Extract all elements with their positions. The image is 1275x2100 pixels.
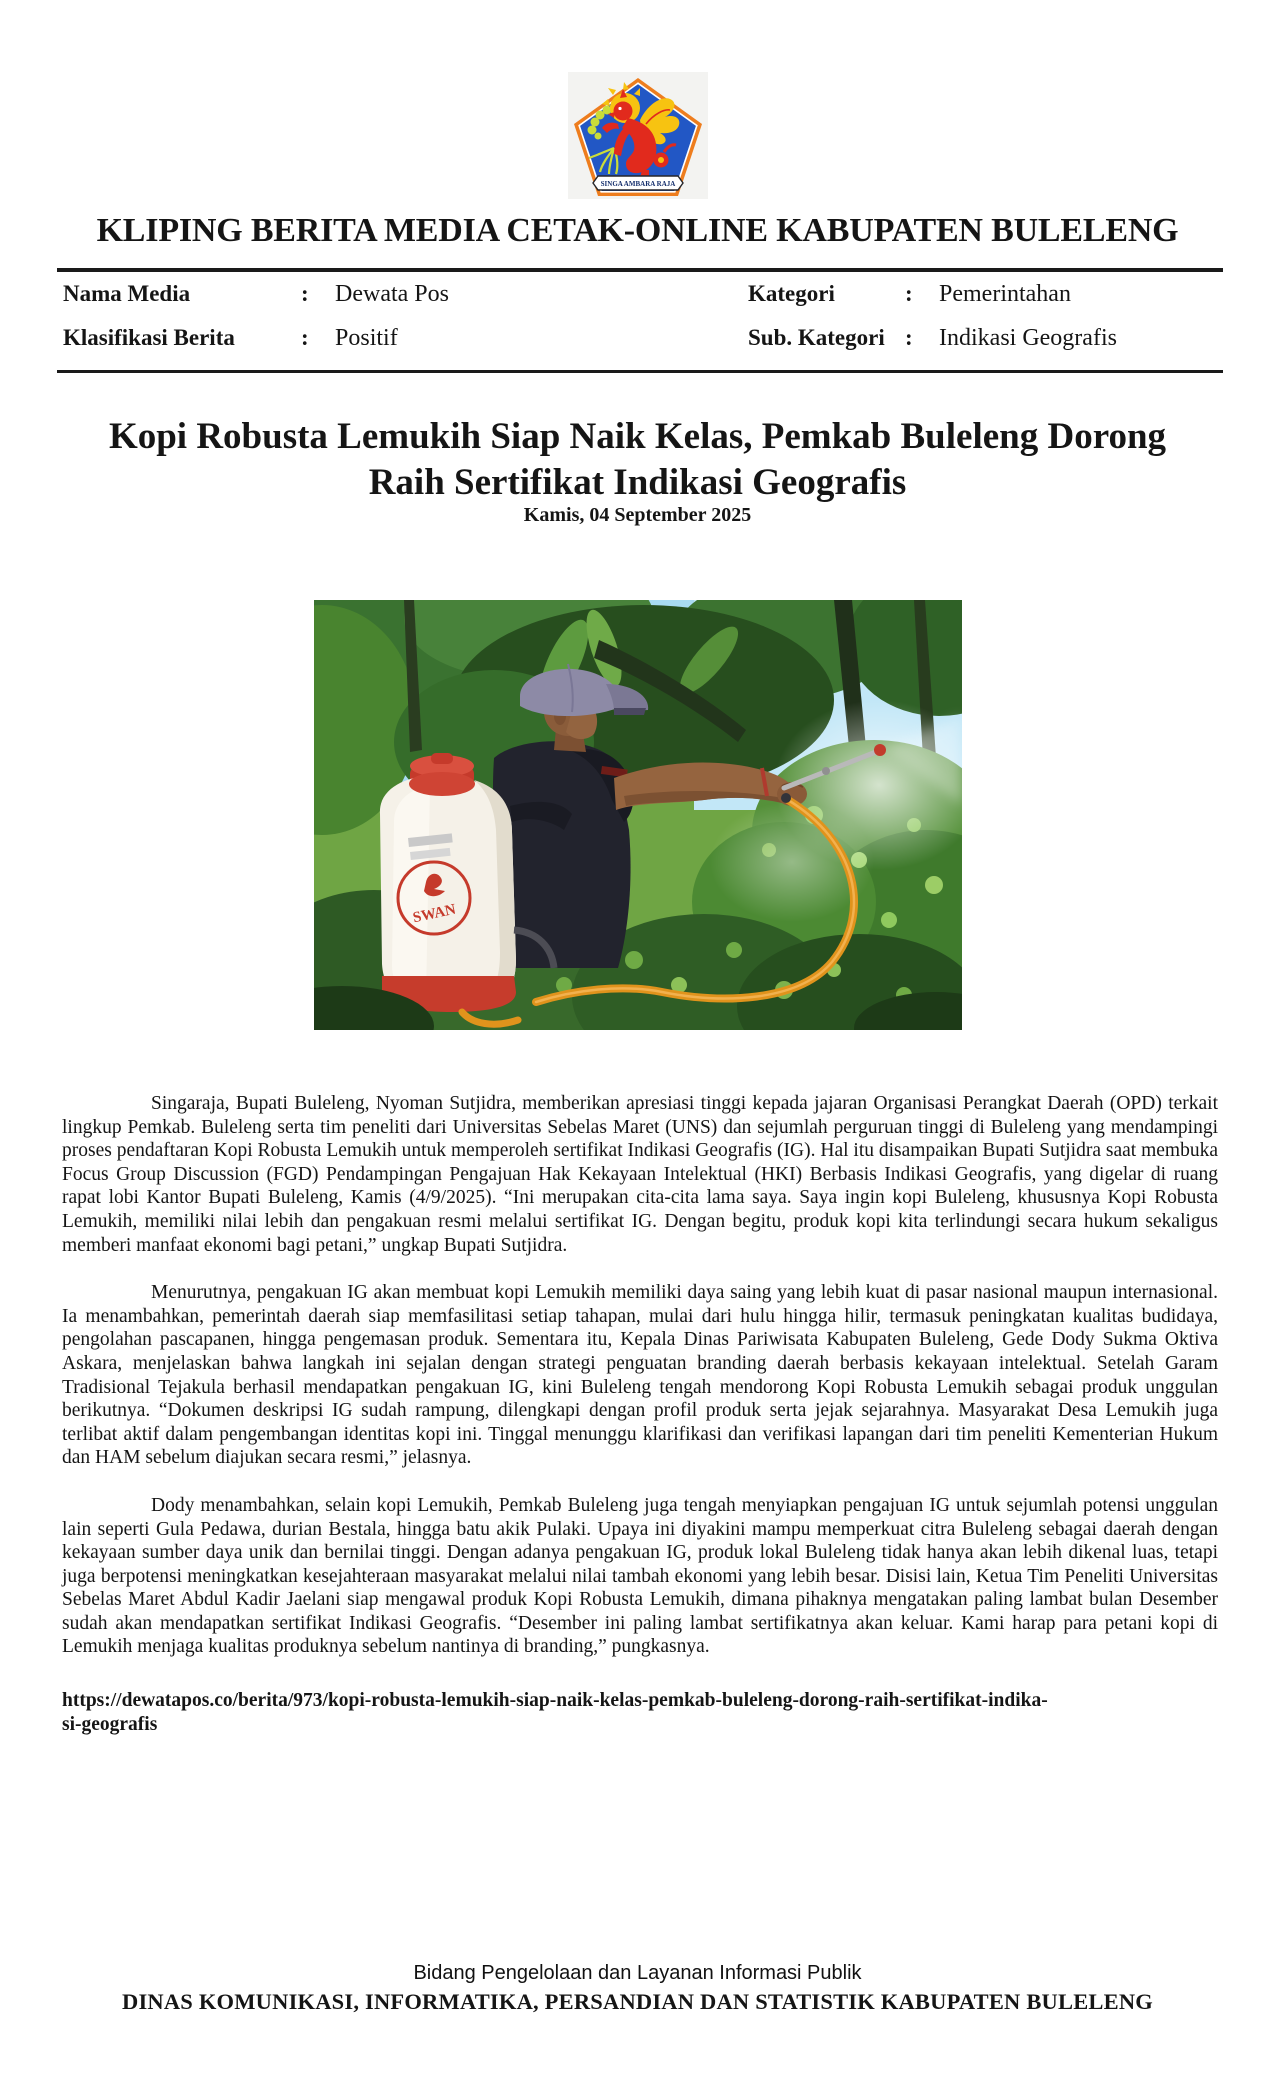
page-title: KLIPING BERITA MEDIA CETAK-ONLINE KABUPATEN BULELENG	[96, 212, 1179, 249]
sub-kategori-label: Sub. Kategori	[748, 325, 885, 350]
article-paragraph: Menurutnya, pengakuan IG akan membuat kopi Lemukih memiliki daya saing yang lebih kuat di pasar nasional maupun internasional. Ia menambahkan, pemerintah daerah siap memfasilitasi setiap tahapan, mulai dari hulu hingga hilir, termasuk peningkatan kualitas budidaya, pengolahan pascapanen, hingga pengemasan produk. Sementara itu, Kepala Dinas Pariwisata Kabupaten Buleleng, Gede Dody Sukma Oktiva Askara, menjelaskan bahwa langkah ini sejalan dengan strategi penguatan branding daerah berbasis kekayaan intelektual. Setelah Garam Tradisional Tejakula berhasil mendapatkan pengakuan IG, kini Buleleng tengah mendorong Kopi Robusta Lemukih sebagai produk unggulan berikutnya. “Dokumen deskripsi IG sudah rampung, dilengkapi dengan profil produk serta jejak sejarahnya. Masyarakat Desa Lemukih juga terlibat aktif dalam pengembangan identitas kopi ini. Tinggal menunggu klarifikasi dan verifikasi lapangan dari tim peneliti Kementerian Hukum dan HAM sebelum diajukan secara resmi,” jelasnya.	[62, 1282, 1218, 1469]
page-footer	[0, 1962, 1275, 2015]
article-date: Kamis, 04 September 2025	[523, 504, 752, 526]
media-meta-table	[63, 281, 1217, 369]
nama-media-value: Dewata Pos	[335, 281, 449, 307]
article-title-line-2: Raih Sertifikat Indikasi Geografis	[368, 462, 907, 503]
source-url-line-2: si-geografis	[62, 1713, 158, 1735]
meta-row-2	[63, 325, 1217, 369]
article-paragraph: Dody menambahkan, selain kopi Lemukih, Pemkab Buleleng juga tengah menyiapkan pengajuan IG untuk sejumlah potensi unggulan lain seperti Gula Pedawa, durian Bestala, hingga batu akik Pulaki. Upaya ini diyakini mampu memperkuat citra Buleleng sebagai daerah dengan kekayaan sumber daya unik dan bernilai tinggi. Dengan adanya pengakuan IG, produk lokal Buleleng tidak hanya akan lebih dikenal luas, tetapi juga berpotensi meningkatkan kesejahteraan masyarakat melalui nilai tambah ekonomi yang lebih besar. Disisi lain, Ketua Tim Peneliti Universitas Sebelas Maret Abdul Kadir Jaelani siap mengawal produk Kopi Robusta Lemukih, dimana pihaknya mengatakan paling lambat bulan Desember sudah akan mendapatkan sertifikat Indikasi Geografis. “Desember ini paling lambat sertifikatnya akan keluar. Kami harap para petani kopi di Lemukih menjaga kualitas produknya sebelum nantinya di branding,” pungkasnya.	[62, 1494, 1218, 1658]
klasifikasi-berita-value: Positif	[335, 325, 398, 351]
klasifikasi-berita-label: Klasifikasi Berita	[63, 325, 235, 350]
colon: :	[905, 281, 913, 306]
kategori-value: Pemerintahan	[939, 281, 1071, 307]
source-url-line-1: https://dewatapos.co/berita/973/kopi-robusta-lemukih-siap-naik-kelas-pemkab-buleleng-dorong-raih-sertifikat-indika-	[62, 1690, 1048, 1712]
tank-brand-text: SWAN	[411, 901, 458, 927]
colon: :	[905, 325, 913, 350]
sub-kategori-value: Indikasi Geografis	[939, 325, 1117, 351]
farmer-spraying-coffee-illustration	[314, 600, 962, 1030]
source-url	[62, 1689, 1218, 1736]
footer-division: Bidang Pengelolaan dan Layanan Informasi Publik	[413, 1962, 862, 1984]
meta-row-1	[63, 281, 1217, 325]
footer-agency: DINAS KOMUNIKASI, INFORMATIKA, PERSANDIAN DAN STATISTIK KABUPATEN BULELENG	[122, 1989, 1153, 2014]
crest-banner	[593, 176, 683, 190]
kategori-label: Kategori	[748, 281, 835, 306]
article-body	[62, 1092, 1218, 1736]
colon: :	[301, 325, 309, 350]
article-paragraph: Singaraja, Bupati Buleleng, Nyoman Sutjidra, memberikan apresiasi tinggi kepada jajaran Organisasi Perangkat Daerah (OPD) terkait lingkup Pemkab. Buleleng serta tim peneliti dari Universitas Sebelas Maret (UNS) dan sejumlah perguruan tinggi di Buleleng yang mendampingi proses pendaftaran Kopi Robusta Lemukih untuk memperoleh sertifikat Indikasi Geografis (IG). Hal itu disampaikan Bupati Sutjidra saat membuka Focus Group Discussion (FGD) Pendampingan Pengajuan Hak Kekayaan Intelektual (HKI) Berbasis Indikasi Geografis, yang digelar di ruang rapat lobi Kantor Bupati Buleleng, Kamis (4/9/2025). “Ini merupakan cita-cita lama saya. Saya ingin kopi Buleleng, khususnya Kopi Robusta Lemukih, memiliki nilai lebih dan pengakuan resmi melalui sertifikat IG. Dengan begitu, produk kopi kita terlindungi secara hukum sekaligus memberi manfaat ekonomi bagi petani,” ungkap Bupati Sutjidra.	[62, 1093, 1218, 1256]
nama-media-label: Nama Media	[63, 281, 191, 306]
singa-ambara-raja-crest-icon	[568, 72, 708, 199]
article-title-line-1: Kopi Robusta Lemukih Siap Naik Kelas, Pemkab Buleleng Dorong	[108, 416, 1167, 457]
article-photo	[314, 600, 962, 1030]
header-divider-top	[57, 268, 1223, 272]
colon: :	[301, 281, 309, 306]
article-title	[0, 414, 1275, 506]
buleleng-crest-logo	[568, 72, 708, 199]
header-divider-bottom	[57, 370, 1223, 373]
crest-banner-text: SINGA AMBARA RAJA	[600, 180, 675, 188]
